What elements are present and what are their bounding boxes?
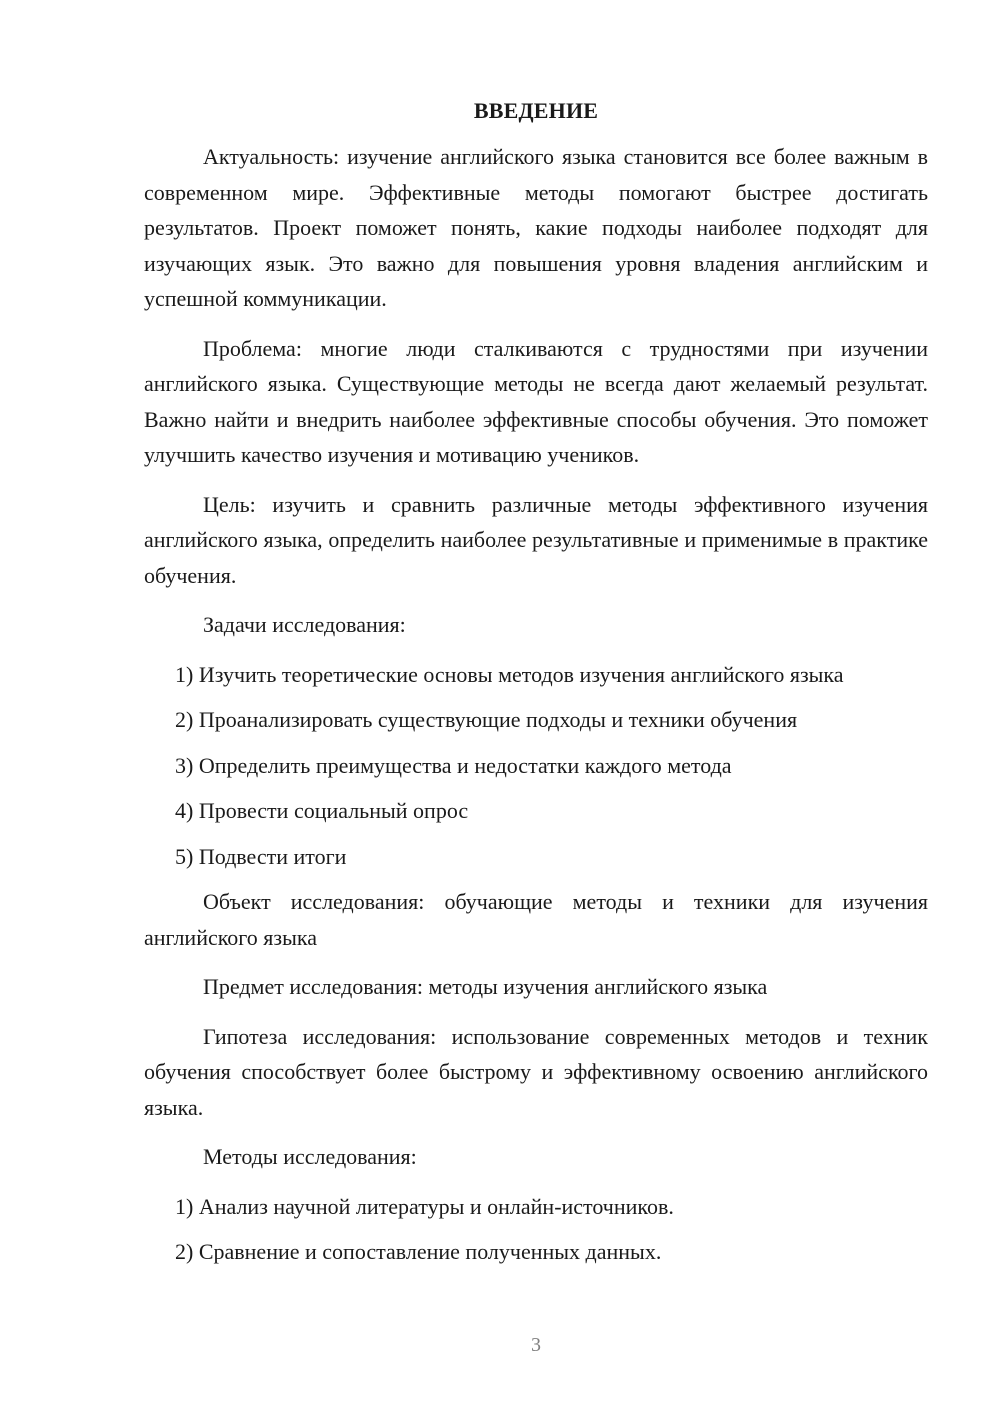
task-item: 3) Определить преимущества и недостатки каждого метода — [175, 752, 732, 778]
hypothesis-paragraph: Гипотеза исследования: использование современных методов и техник обучения способствует более быстрому и эффективному освоению английского языка. — [144, 1023, 928, 1120]
method-item: 1) Анализ научной литературы и онлайн-источников. — [175, 1193, 674, 1219]
methods-heading: Методы исследования: — [203, 1144, 417, 1169]
object-paragraph: Объект исследования: обучающие методы и техники для изучения английского языка — [144, 889, 928, 950]
task-item: 4) Провести социальный опрос — [175, 798, 469, 823]
task-item: 5) Подвести итоги — [175, 843, 347, 869]
tasks-heading: Задачи исследования: — [203, 612, 406, 637]
problem-paragraph: Проблема: многие люди сталкиваются с трудностями при изучении английского языка. Существующие методы не всегда дают желаемый результат. Важно найти и внедрить наиболее эффективные способы обучения. Это поможет улучшить качество изучения и мотивацию учеников. — [144, 335, 928, 467]
method-item: 2) Сравнение и сопоставление полученных данных. — [175, 1239, 662, 1264]
relevance-paragraph: Актуальность: изучение английского языка становится все более важным в современном мире. Эффективные методы помогают быстрее достигать результатов. Проект поможет понять, какие подходы наиболее подходят для изучающих язык. Это важно для повышения уровня владения английским и успешной коммуникации. — [144, 144, 928, 311]
page-title: ВВЕДЕНИЕ — [473, 98, 599, 123]
task-item: 2) Проанализировать существующие подходы и техники обучения — [175, 707, 798, 732]
goal-paragraph: Цель: изучить и сравнить различные методы эффективного изучения английского языка, определить наиболее результативные и применимые в практике обучения. — [144, 491, 928, 588]
page-body — [144, 96, 928, 1280]
task-item: 1) Изучить теоретические основы методов изучения английского языка — [175, 661, 844, 687]
subject-paragraph: Предмет исследования: методы изучения английского языка — [203, 974, 768, 999]
page-number: 3 — [531, 1334, 541, 1356]
